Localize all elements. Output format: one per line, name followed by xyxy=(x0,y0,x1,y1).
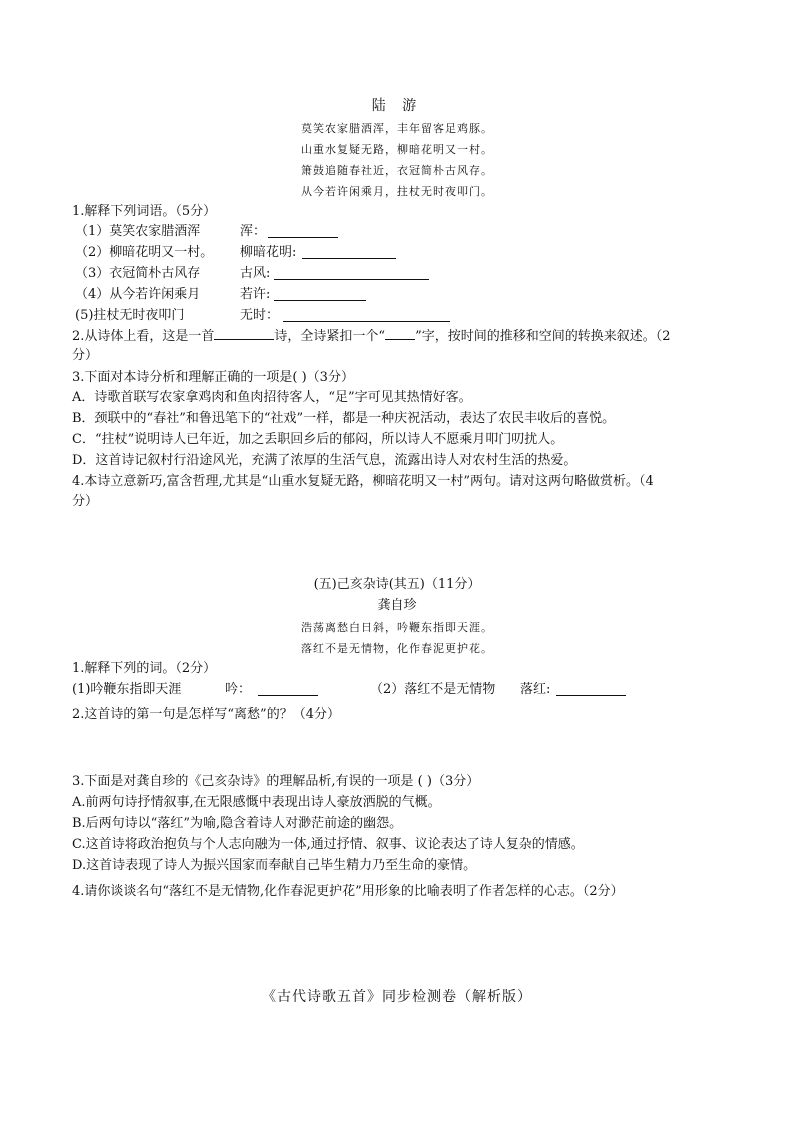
poem1-line-4: 从今若许闲乘月，拄杖无时夜叩门。 xyxy=(301,185,493,198)
p2q3-option-c: C.这首诗将政治抱负与个人志向融为一体,通过抒情、叙事、议论表达了诗人复杂的情感。 xyxy=(72,837,584,852)
q2-part-3: ”字，按时间的推移和空间的转换来叙述。（2 xyxy=(415,329,671,344)
q4-line-2: 分） xyxy=(72,494,99,509)
q1-item-1-word: 浑： xyxy=(240,224,267,239)
p2q3-heading: 3.下面是对龚自珍的《己亥杂诗》的理解品析,有误的一项是 ( )（3分） xyxy=(72,774,480,789)
poem1-line-1: 莫笑农家腊酒浑，丰年留客足鸡豚。 xyxy=(301,122,493,135)
p2q1-item-1-word: 吟： xyxy=(225,682,252,697)
p2q1-item-1-blank[interactable] xyxy=(258,695,318,696)
q3-option-c: C．“拄杖”说明诗人已年近，加之丢职回乡后的郁闷，所以诗人不愿乘月叩门叨扰人。 xyxy=(72,432,564,447)
q1-item-2-word: 柳暗花明: xyxy=(240,245,297,260)
q1-item-1-sentence: （1）莫笑农家腊酒浑 xyxy=(75,224,201,239)
p2q4-heading: 4.请你谈谈名句“落红不是无情物,化作春泥更护花”用形象的比喻表明了作者怎样的心志。（2分） xyxy=(72,884,624,899)
poem2-title: (五)己亥杂诗(其五)（11分） xyxy=(313,577,481,592)
q2-blank-1[interactable] xyxy=(214,327,274,340)
q3-heading: 3.下面对本诗分析和理解正确的一项是( )（3分） xyxy=(72,370,354,385)
poem1-line-2: 山重水复疑无路，柳暗花明又一村。 xyxy=(301,143,493,156)
q1-item-4-blank[interactable] xyxy=(274,300,366,301)
q2-part-2: 诗，全诗紧扣一个“ xyxy=(274,329,386,344)
poem2-line-1: 浩荡离愁白日斜，吟鞭东指即天涯。 xyxy=(301,621,493,634)
p2q3-option-a: A.前两句诗抒情叙事,在无限感慨中表现出诗人豪放洒脱的气概。 xyxy=(72,795,441,810)
poem1-line-3: 箫鼓追随春社近，衣冠简朴古风存。 xyxy=(301,164,493,177)
q2-part-1: 2.从诗体上看，这是一首 xyxy=(72,329,215,344)
q4-line-1: 4.本诗立意新巧,富含哲理,尤其是“山重水复疑无路，柳暗花明又一村”两句。请对这两句略做赏析。（4 xyxy=(72,474,654,489)
q1-item-3-word: 古风: xyxy=(240,266,271,281)
p2q1-item-2-word: 落红: xyxy=(520,682,551,697)
q1-item-5-word: 无时： xyxy=(240,308,280,323)
poem1-author: 陆 游 xyxy=(371,98,423,114)
q2-line-2: 分） xyxy=(72,348,99,363)
p2q3-option-d: D.这首诗表现了诗人为振兴国家而奉献自己毕生精力乃至生命的豪情。 xyxy=(72,858,477,873)
q3-option-d: D．这首诗记叙村行沿途风光，充满了浓厚的生活气息，流露出诗人对农村生活的热爱。 xyxy=(72,453,577,468)
p2q1-item-2-blank[interactable] xyxy=(556,695,626,696)
q1-item-5-sentence: (5)拄杖无时夜叩门 xyxy=(75,308,185,323)
q1-item-3-blank[interactable] xyxy=(274,279,429,280)
q1-item-4-sentence: （4）从今若许闲乘月 xyxy=(75,287,201,302)
p2q1-item-1-sentence: (1)吟鞭东指即天涯 xyxy=(72,682,182,697)
poem2-line-2: 落红不是无情物，化作春泥更护花。 xyxy=(301,642,493,655)
document-title: 《古代诗歌五首》同步检测卷（解析版） xyxy=(262,989,532,1005)
q1-heading: 1.解释下列词语。（5分） xyxy=(72,204,217,219)
p2q1-heading: 1.解释下列的词。（2分） xyxy=(72,661,217,676)
poem2-author: 龚自珍 xyxy=(377,598,417,613)
q2-line-1 xyxy=(72,327,670,346)
q2-blank-2[interactable] xyxy=(385,327,415,340)
p2q3-option-b: B.后两句诗以“落红”为喻,隐含着诗人对渺茫前途的幽怨。 xyxy=(72,816,403,831)
q1-item-2-sentence: （2）柳暗花明又一村。 xyxy=(75,245,214,260)
q3-option-b: B．颈联中的“春社”和鲁迅笔下的“社戏”一样，都是一种庆祝活动，表达了农民丰收后的喜悦。 xyxy=(72,411,616,426)
q1-item-3-sentence: （3）衣冠简朴古风存 xyxy=(75,266,201,281)
q1-item-4-word: 若许: xyxy=(240,287,271,302)
q1-item-2-blank[interactable] xyxy=(302,258,396,259)
q3-option-a: A．诗歌首联写农家拿鸡肉和鱼肉招待客人，“足”字可见其热情好客。 xyxy=(72,390,472,405)
q1-item-1-blank[interactable] xyxy=(268,237,338,238)
p2q2-heading: 2.这首诗的第一句是怎样写“离愁”的？（4分） xyxy=(72,707,340,722)
p2q1-item-2-sentence: （2）落红不是无情物 xyxy=(370,682,496,697)
q1-item-5-blank[interactable] xyxy=(283,321,450,322)
